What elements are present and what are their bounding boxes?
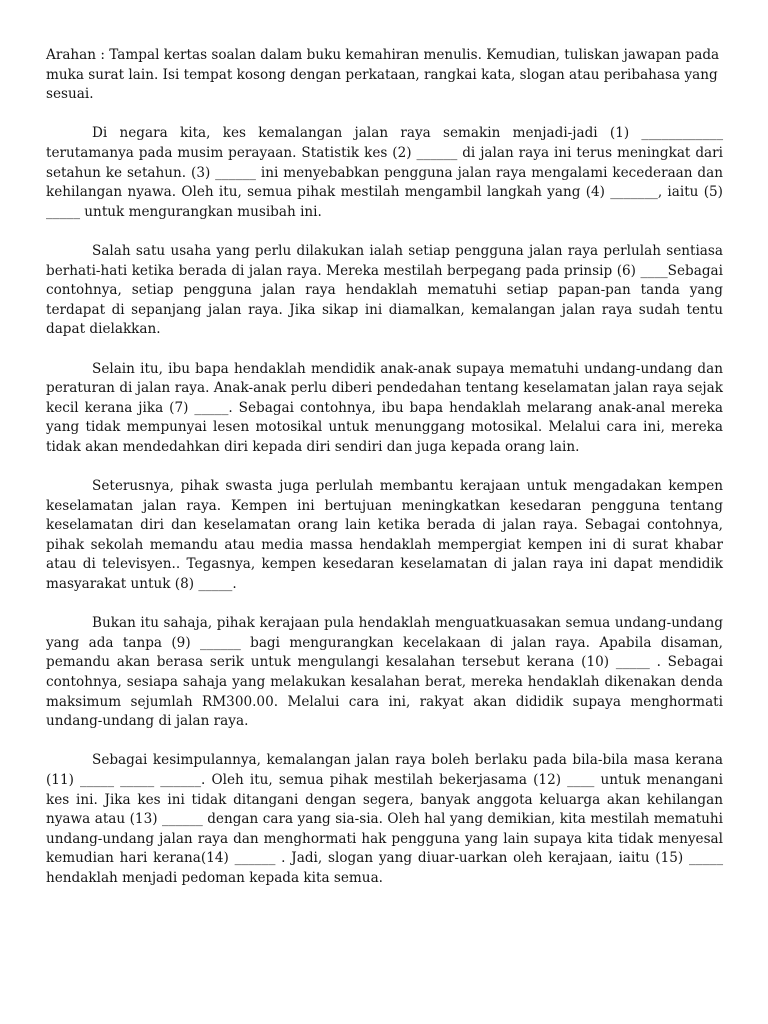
paragraph-private-sector: Seterusnya, pihak swasta juga perlulah membantu kerajaan untuk mengadakan kempen keselamatan jalan raya. Kempen ini bertujuan meningkatkan kesedaran pengguna tentang keselamatan diri dan keselamatan orang lain ketika berada di jalan raya. Sebagai contohnya, pihak sekolah memandu atau media massa hendaklah mempergiat kempen ini di surat khabar atau di televisyen.. Tegasnya, kempen kesedaran keselamatan di jalan raya ini dapat mendidik masyarakat untuk (8) _____. bbox=[46, 478, 723, 593]
paragraph-conclusion: Sebagai kesimpulannya, kemalangan jalan raya boleh berlaku pada bila-bila masa kerana (11) _____ _____ ______. Oleh itu, semua pihak mestilah bekerjasama (12) ____ untuk menangani kes ini. Jika kes ini tidak ditangani dengan segera, banyak anggota keluarga akan kehilangan nyawa atau (13) ______ dengan cara yang sia-sia. Oleh hal yang demikian, kita mestilah mematuhi undang-undang jalan raya dan menghormati hak pengguna yang lain supaya kita tidak menyesal kemudian hari kerana(14) ______ . Jadi, slogan yang diuar-uarkan oleh kerajaan, iaitu (15) _____ hendaklah menjadi pedoman kepada kita semua. bbox=[46, 752, 723, 886]
paragraph-parents: Selain itu, ibu bapa hendaklah mendidik anak-anak supaya mematuhi undang-undang dan peraturan di jalan raya. Anak-anak perlu diberi pendedahan tentang keselamatan jalan raya sejak kecil kerana jika (7) _____. Sebagai contohnya, ibu bapa hendaklah melarang anak-anal mereka yang tidak mempunyai lesen motosikal untuk menunggang motosikal. Melalui cara ini, mereka tidak akan mendedahkan diri kepada diri sendiri dan juga kepada orang lain. bbox=[46, 360, 723, 455]
instructions-text: Arahan : Tampal kertas soalan dalam buku kemahiran menulis. Kemudian, tuliskan jawapan pada muka surat lain. Isi tempat kosong dengan perkataan, rangkai kata, slogan atau peribahasa yang sesuai. bbox=[46, 47, 720, 103]
paragraph-government: Bukan itu sahaja, pihak kerajaan pula hendaklah menguatkuasakan semua undang-undang yang ada tanpa (9) ______ bagi mengurangkan kecelakaan di jalan raya. Apabila disaman, pemandu akan berasa serik untuk mengulangi kesalahan tersebut kerana (10) _____ . Sebagai contohnya, sesiapa sahaja yang melakukan kesalahan berat, mereka hendaklah dikenakan denda maksimum sejumlah RM300.00. Melalui cara ini, rakyat akan dididik supaya menghormati undang-undang di jalan raya. bbox=[46, 615, 723, 730]
paragraph-intro: Di negara kita, kes kemalangan jalan raya semakin menjadi-jadi (1) ____________ terutamanya pada musim perayaan. Statistik kes (2) ______ di jalan raya ini terus meningkat dari setahun ke setahun. (3) ______ ini menyebabkan pengguna jalan raya mengalami kecederaan dan kehilangan nyawa. Oleh itu, semua pihak mestilah mengambil langkah yang (4) _______, iaitu (5) _____ untuk mengurangkan musibah ini. bbox=[46, 125, 723, 220]
paragraph-road-users: Salah satu usaha yang perlu dilakukan ialah setiap pengguna jalan raya perlulah sentiasa berhati-hati ketika berada di jalan raya. Mereka mestilah berpegang pada prinsip (6) ____Sebagai contohnya, setiap pengguna jalan raya hendaklah mematuhi setiap papan-pan tanda yang terdapat di sepanjang jalan raya. Jika sikap ini diamalkan, kemalangan jalan raya sudah tentu dapat dielakkan. bbox=[46, 242, 723, 338]
